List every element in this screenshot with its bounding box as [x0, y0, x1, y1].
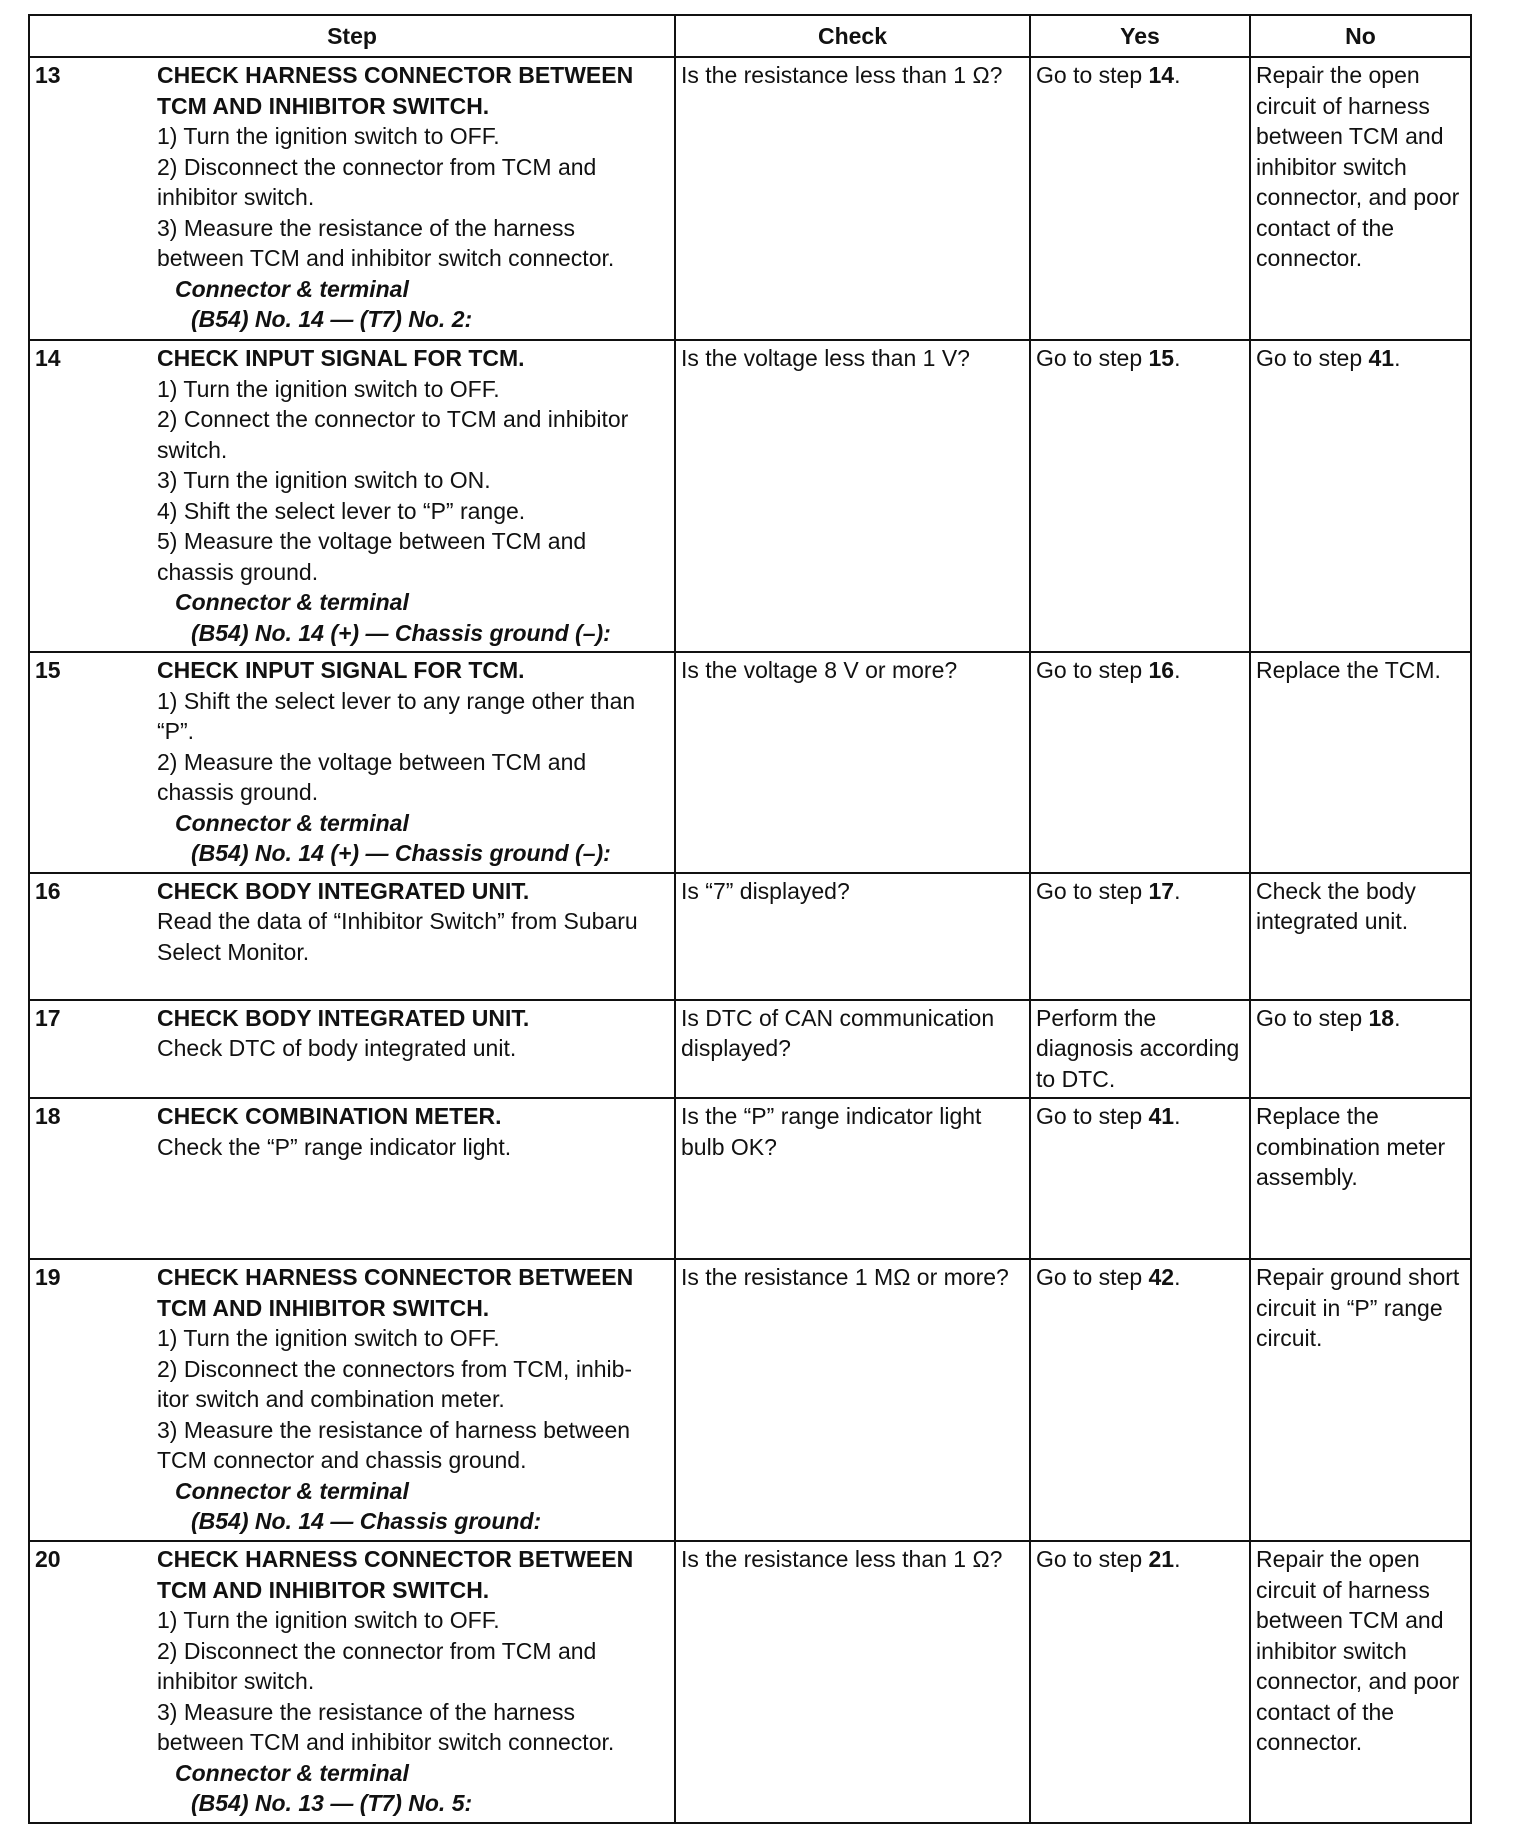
header-no: No	[1250, 15, 1471, 57]
step-instruction-line: TCM connector and chassis ground.	[157, 1447, 527, 1473]
step-instruction-line: 5) Measure the voltage between TCM and	[157, 528, 587, 554]
yes-cell	[1030, 1259, 1250, 1541]
no-suffix: .	[1394, 345, 1401, 371]
yes-text: Go to step	[1036, 657, 1149, 683]
step-instruction-line: inhibitor switch.	[157, 184, 315, 210]
step-cell	[29, 1259, 675, 1541]
no-text: Replace the TCM.	[1256, 657, 1441, 683]
header-check: Check	[675, 15, 1030, 57]
table-body	[29, 57, 1471, 1823]
yes-step-ref: 21	[1148, 1546, 1175, 1572]
no-cell	[1250, 873, 1471, 1000]
step-instruction-line: 2) Disconnect the connector from TCM and	[157, 1637, 597, 1664]
step-title-line: CHECK BODY INTEGRATED UNIT.	[157, 1004, 530, 1031]
step-title-line: CHECK HARNESS CONNECTOR BETWEEN	[157, 1546, 634, 1572]
yes-cell	[1030, 1000, 1250, 1099]
yes-suffix: .	[1174, 877, 1181, 904]
yes-cell	[1030, 340, 1250, 652]
no-text: Go to step	[1256, 345, 1369, 371]
step-instruction-line: 1) Turn the ignition switch to OFF.	[157, 375, 500, 402]
step-instruction-line: Read the data of “Inhibitor Switch” from Subaru	[157, 908, 638, 934]
no-step-ref: 41	[1368, 345, 1395, 371]
connector-terminal-label: Connector & terminal	[175, 1759, 409, 1786]
connector-terminal-value: (B54) No. 14 (+) — Chassis ground (–):	[191, 619, 611, 646]
step-number: 13	[35, 62, 61, 88]
yes-suffix: .	[1174, 657, 1181, 683]
step-instruction-line: 1) Shift the select lever to any range other than	[157, 687, 636, 714]
step-instruction-line: Select Monitor.	[157, 938, 310, 965]
step-instruction-line: inhibitor switch.	[157, 1668, 315, 1694]
step-number: 15	[35, 657, 61, 683]
step-body	[157, 655, 669, 869]
step-instruction-line: 1) Turn the ignition switch to OFF.	[157, 1325, 500, 1351]
yes-step-ref: 14	[1148, 62, 1175, 88]
connector-terminal-label: Connector & terminal	[175, 809, 409, 836]
table-row	[29, 652, 1471, 873]
table-row	[29, 1259, 1471, 1541]
step-title-line: TCM AND INHIBITOR SWITCH.	[157, 1576, 490, 1603]
step-body	[157, 1262, 669, 1537]
step-cell	[29, 57, 675, 340]
step-body	[157, 60, 669, 335]
table-row	[29, 1541, 1471, 1823]
yes-suffix: .	[1174, 1546, 1181, 1572]
step-instruction-line: “P”.	[157, 718, 195, 744]
step-instruction-line: switch.	[157, 436, 228, 463]
connector-terminal-label: Connector & terminal	[175, 589, 409, 615]
step-body	[157, 1101, 669, 1162]
step-cell	[29, 1541, 675, 1823]
no-text: Repair the open circuit of harness between TCM and inhibitor switch connector, and poor contact of the connector.	[1256, 1546, 1460, 1755]
yes-cell	[1030, 1098, 1250, 1259]
table-row	[29, 1000, 1471, 1099]
connector-terminal-value: (B54) No. 14 (+) — Chassis ground (–):	[191, 840, 611, 866]
no-cell	[1250, 652, 1471, 873]
step-title-line: CHECK INPUT SIGNAL FOR TCM.	[157, 345, 525, 371]
yes-suffix: .	[1174, 345, 1181, 371]
step-cell	[29, 652, 675, 873]
step-instruction-line: 2) Connect the connector to TCM and inhibitor	[157, 406, 629, 432]
step-title-line: CHECK BODY INTEGRATED UNIT.	[157, 877, 530, 904]
no-cell	[1250, 1259, 1471, 1541]
step-body	[157, 343, 669, 648]
no-cell	[1250, 340, 1471, 652]
step-instruction-line: 2) Disconnect the connectors from TCM, inhib-	[157, 1355, 633, 1382]
check-cell: Is the voltage 8 V or more?	[675, 652, 1030, 873]
step-instruction-line: Check the “P” range indicator light.	[157, 1133, 512, 1160]
yes-step-ref: 17	[1148, 877, 1175, 904]
step-instruction-line: 3) Measure the resistance of the harness	[157, 214, 576, 241]
step-title-line: TCM AND INHIBITOR SWITCH.	[157, 92, 490, 119]
step-number: 16	[35, 877, 61, 904]
yes-text: Go to step	[1036, 62, 1149, 88]
step-number: 18	[35, 1103, 61, 1129]
connector-terminal-value: (B54) No. 13 — (T7) No. 5:	[191, 1790, 473, 1816]
no-cell	[1250, 1098, 1471, 1259]
check-cell: Is the “P” range indicator light bulb OK?	[675, 1098, 1030, 1259]
no-text: Go to step	[1256, 1004, 1369, 1031]
step-instruction-line: 2) Measure the voltage between TCM and	[157, 748, 587, 775]
step-instruction-line: 3) Measure the resistance of the harness	[157, 1698, 576, 1725]
yes-step-ref: 15	[1148, 345, 1175, 371]
no-text: Check the body integrated unit.	[1256, 877, 1416, 934]
step-instruction-line: 1) Turn the ignition switch to OFF.	[157, 123, 500, 149]
step-instruction-line: 3) Turn the ignition switch to ON.	[157, 467, 491, 493]
diagnostic-table	[28, 14, 1472, 1824]
step-instruction-line: 4) Shift the select lever to “P” range.	[157, 497, 526, 524]
step-number: 14	[35, 345, 61, 371]
step-cell	[29, 340, 675, 652]
step-instruction-line: between TCM and inhibitor switch connector.	[157, 245, 615, 271]
no-cell	[1250, 57, 1471, 340]
step-body	[157, 1003, 669, 1064]
check-cell: Is the voltage less than 1 V?	[675, 340, 1030, 652]
yes-suffix: .	[1174, 62, 1181, 88]
step-body	[157, 1544, 669, 1819]
step-title-line: CHECK HARNESS CONNECTOR BETWEEN	[157, 62, 634, 88]
no-text: Repair ground short circuit in “P” range circuit.	[1256, 1264, 1460, 1351]
step-instruction-line: 2) Disconnect the connector from TCM and	[157, 153, 597, 180]
table-row	[29, 57, 1471, 340]
check-cell: Is the resistance less than 1 Ω?	[675, 1541, 1030, 1823]
table-row	[29, 340, 1471, 652]
step-instruction-line: 3) Measure the resistance of harness between	[157, 1416, 631, 1443]
step-title-line: CHECK COMBINATION METER.	[157, 1103, 502, 1129]
step-cell	[29, 1098, 675, 1259]
connector-terminal-value: (B54) No. 14 — Chassis ground:	[191, 1508, 542, 1534]
connector-terminal-value: (B54) No. 14 — (T7) No. 2:	[191, 306, 473, 332]
yes-text: Perform the diagnosis according to DTC.	[1036, 1004, 1240, 1092]
step-title-line: TCM AND INHIBITOR SWITCH.	[157, 1294, 490, 1321]
no-text: Repair the open circuit of harness between TCM and inhibitor switch connector, and poor contact of the connector.	[1256, 62, 1460, 271]
step-cell	[29, 1000, 675, 1099]
step-number: 17	[35, 1004, 61, 1031]
yes-step-ref: 41	[1148, 1103, 1175, 1129]
header-step: Step	[29, 15, 675, 57]
yes-cell	[1030, 873, 1250, 1000]
step-instruction-line: between TCM and inhibitor switch connector.	[157, 1729, 615, 1755]
no-step-ref: 18	[1368, 1004, 1395, 1031]
yes-text: Go to step	[1036, 1264, 1149, 1290]
step-instruction-line: Check DTC of body integrated unit.	[157, 1035, 517, 1061]
step-number: 20	[35, 1546, 61, 1572]
yes-cell	[1030, 1541, 1250, 1823]
no-suffix: .	[1394, 1004, 1401, 1031]
step-instruction-line: chassis ground.	[157, 558, 319, 585]
step-instruction-line: chassis ground.	[157, 779, 319, 805]
yes-step-ref: 42	[1148, 1264, 1175, 1290]
step-title-line: CHECK HARNESS CONNECTOR BETWEEN	[157, 1264, 634, 1290]
header-yes: Yes	[1030, 15, 1250, 57]
no-text: Replace the combination meter assembly.	[1256, 1103, 1446, 1190]
check-cell: Is “7” displayed?	[675, 873, 1030, 1000]
connector-terminal-label: Connector & terminal	[175, 1477, 409, 1504]
yes-text: Go to step	[1036, 877, 1149, 904]
yes-text: Go to step	[1036, 1546, 1149, 1572]
check-cell: Is DTC of CAN communication displayed?	[675, 1000, 1030, 1099]
table-row	[29, 1098, 1471, 1259]
no-cell	[1250, 1541, 1471, 1823]
yes-cell	[1030, 652, 1250, 873]
yes-text: Go to step	[1036, 1103, 1149, 1129]
yes-cell	[1030, 57, 1250, 340]
step-instruction-line: 1) Turn the ignition switch to OFF.	[157, 1607, 500, 1633]
yes-text: Go to step	[1036, 345, 1149, 371]
yes-suffix: .	[1174, 1264, 1181, 1290]
yes-step-ref: 16	[1148, 657, 1175, 683]
step-cell	[29, 873, 675, 1000]
step-number: 19	[35, 1264, 61, 1290]
yes-suffix: .	[1174, 1103, 1181, 1129]
step-instruction-line: itor switch and combination meter.	[157, 1386, 505, 1412]
no-cell	[1250, 1000, 1471, 1099]
check-cell: Is the resistance 1 MΩ or more?	[675, 1259, 1030, 1541]
check-cell: Is the resistance less than 1 Ω?	[675, 57, 1030, 340]
step-body	[157, 876, 669, 968]
table-row	[29, 873, 1471, 1000]
header-row	[29, 15, 1471, 57]
connector-terminal-label: Connector & terminal	[175, 275, 409, 302]
step-title-line: CHECK INPUT SIGNAL FOR TCM.	[157, 657, 525, 683]
